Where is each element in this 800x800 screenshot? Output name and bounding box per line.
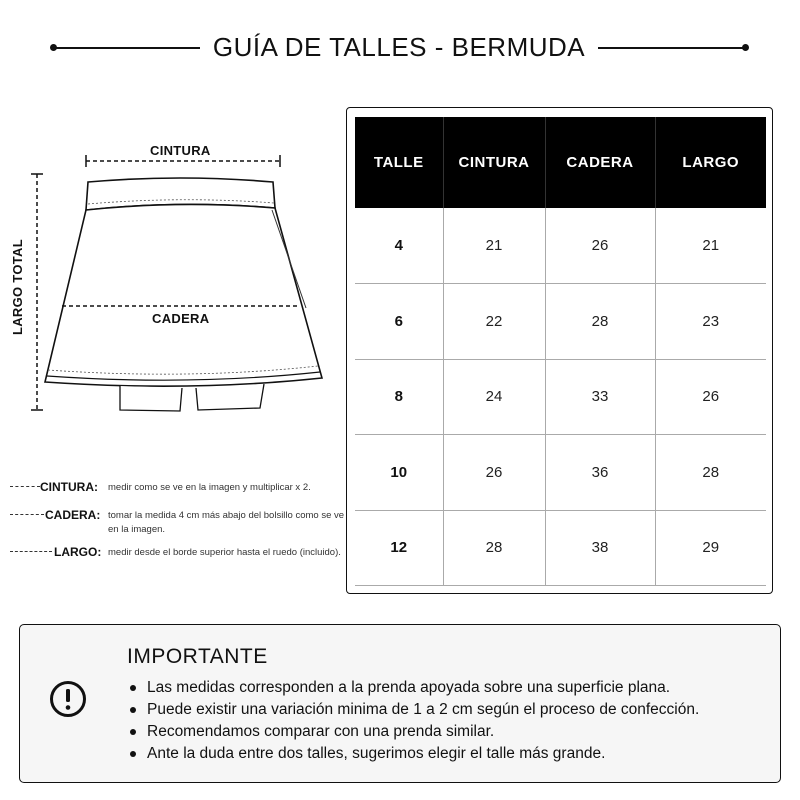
table-row [355, 359, 766, 435]
cell-talle: 12 [355, 510, 443, 586]
legend-dash [10, 486, 40, 487]
header-cadera: CADERA [545, 117, 655, 208]
header-cintura: CINTURA [443, 117, 545, 208]
title-line-left [54, 47, 200, 49]
title-row [50, 32, 750, 62]
length-label: LARGO TOTAL [10, 239, 25, 335]
cell-cintura: 28 [443, 510, 545, 586]
cell-cintura: 21 [443, 208, 545, 284]
header-talle: TALLE [355, 117, 443, 208]
legend-row-cintura [10, 480, 350, 508]
legend-dash [10, 514, 44, 515]
cell-cintura: 22 [443, 284, 545, 360]
cell-talle: 4 [355, 208, 443, 284]
table-row [355, 208, 766, 284]
important-title: IMPORTANTE [127, 645, 268, 668]
cell-cadera: 33 [545, 359, 655, 435]
cell-largo: 23 [655, 284, 766, 360]
cell-largo: 21 [655, 208, 766, 284]
table-header-row [355, 117, 766, 208]
table-row [355, 435, 766, 511]
measurement-legend [10, 480, 350, 583]
cell-talle: 10 [355, 435, 443, 511]
page-title: GUÍA DE TALLES - BERMUDA [212, 32, 586, 62]
legend-key: CADERA: [45, 508, 101, 522]
legend-key: CINTURA: [40, 480, 98, 494]
cell-cadera: 36 [545, 435, 655, 511]
cell-cadera: 28 [545, 284, 655, 360]
cell-talle: 6 [355, 284, 443, 360]
title-line-right [598, 47, 744, 49]
legend-dash [10, 551, 52, 552]
important-notice [19, 624, 781, 783]
legend-row-largo [10, 545, 350, 583]
legend-desc: medir como se ve en la imagen y multiplicar x 2. [108, 482, 311, 493]
hip-label: CADERA [152, 311, 210, 326]
cell-talle: 8 [355, 359, 443, 435]
cell-cintura: 26 [443, 435, 545, 511]
legend-desc: tomar la medida 4 cm más abajo del bolsillo como se ve en la imagen. [108, 510, 345, 535]
list-item: Las medidas corresponden a la prenda apoyada sobre una superficie plana. [127, 677, 699, 699]
skort-drawing [0, 130, 345, 460]
cell-largo: 28 [655, 435, 766, 511]
legend-desc: medir desde el borde superior hasta el ruedo (incluido). [108, 547, 341, 558]
cell-cintura: 24 [443, 359, 545, 435]
header-largo: LARGO [655, 117, 766, 208]
legend-row-cadera [10, 508, 350, 545]
legend-key: LARGO: [54, 545, 102, 559]
exclamation-circle-icon [49, 680, 87, 718]
important-list [127, 677, 699, 765]
cell-largo: 29 [655, 510, 766, 586]
waist-label: CINTURA [150, 143, 211, 158]
list-item: Ante la duda entre dos talles, sugerimos elegir el talle más grande. [127, 743, 699, 765]
cell-cadera: 38 [545, 510, 655, 586]
list-item: Puede existir una variación minima de 1 a 2 cm según el proceso de confección. [127, 699, 699, 721]
garment-illustration [0, 130, 345, 460]
table-row [355, 510, 766, 586]
cell-cadera: 26 [545, 208, 655, 284]
title-dot-right [742, 44, 749, 51]
size-table [355, 117, 766, 586]
table-row [355, 284, 766, 360]
cell-largo: 26 [655, 359, 766, 435]
list-item: Recomendamos comparar con una prenda similar. [127, 721, 699, 743]
